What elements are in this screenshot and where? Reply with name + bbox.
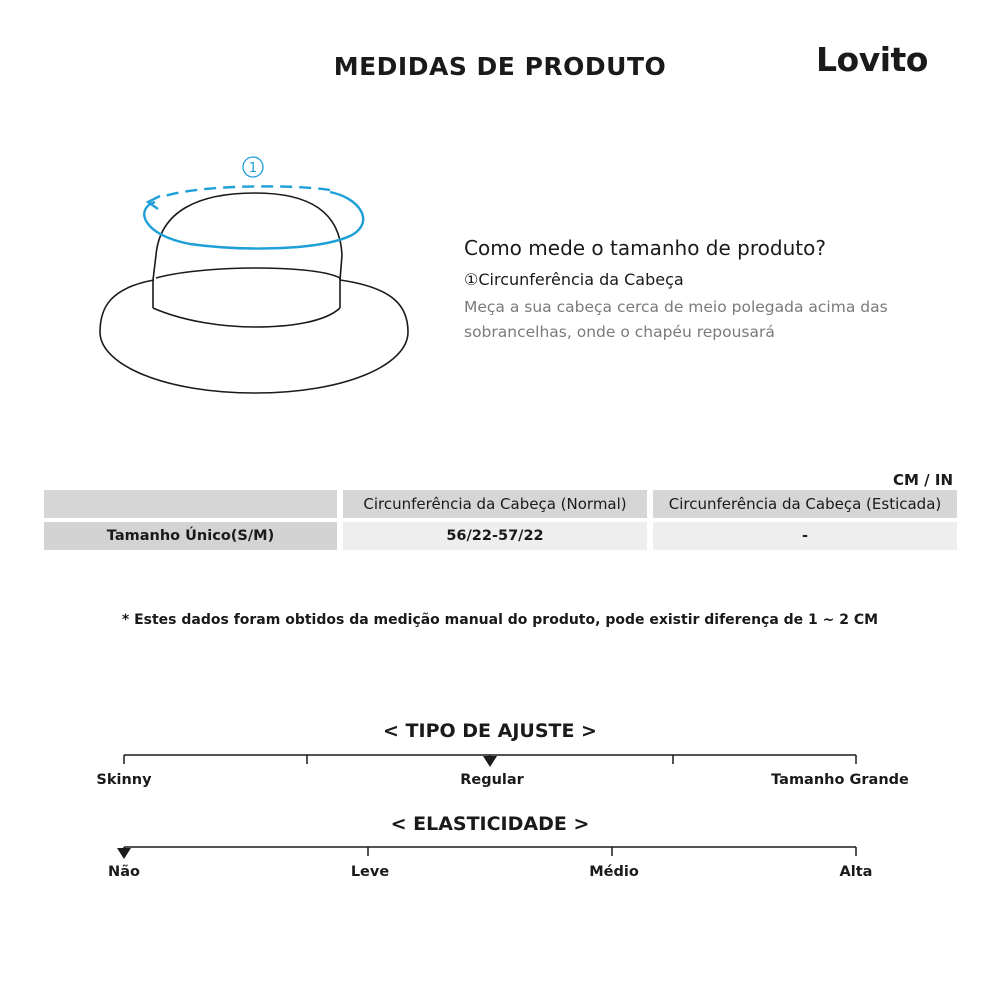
fit-scale [0,748,1000,768]
elasticity-label-none: Não [108,864,140,880]
unit-label: CM / IN [893,471,953,489]
measurement-note: * Estes dados foram obtidos da medição manual do produto, pode existir diferença de 1 ~ 2 CM [121,612,879,628]
hat-band-top [156,268,340,278]
fit-selected-marker-icon [483,756,497,767]
hat-brim [100,280,408,393]
measure-instructions [464,236,964,345]
table-cell-stretched: - [653,522,957,550]
page-title: MEDIDAS DE PRODUTO [333,52,667,81]
fit-label-skinny: Skinny [96,772,152,788]
elasticity-scale-title: < ELASTICIDADE > [390,813,590,835]
elasticity-label-medium: Médio [589,864,639,880]
table-header-stretched: Circunferência da Cabeça (Esticada) [653,490,957,518]
instructions-question: Como mede o tamanho de produto? [464,236,826,260]
fit-label-large: Tamanho Grande [771,772,909,788]
brand-logo: Lovito [816,40,928,79]
hat-band-bottom [153,308,340,327]
hat-diagram [90,150,420,400]
table-cell-normal: 56/22-57/22 [343,522,647,550]
hat-crown [153,193,342,280]
measure-marker-number: 1 [248,161,258,176]
elasticity-label-light: Leve [350,864,390,880]
table-row-size: Tamanho Único(S/M) [44,522,337,550]
instructions-point: ①Circunferência da Cabeça [464,270,684,289]
elasticity-selected-marker-icon [117,848,131,859]
elasticity-label-high: Alta [839,864,873,880]
instructions-description: Meça a sua cabeça cerca de meio polegada acima das sobrancelhas, onde o chapéu repousará [464,298,888,341]
fit-scale-title: < TIPO DE AJUSTE > [383,720,597,742]
size-table [44,490,957,550]
measure-ring-back [165,186,330,196]
fit-label-regular: Regular [460,772,524,788]
table-header-blank [44,490,337,518]
table-header-normal: Circunferência da Cabeça (Normal) [343,490,647,518]
elasticity-scale [0,840,1000,860]
